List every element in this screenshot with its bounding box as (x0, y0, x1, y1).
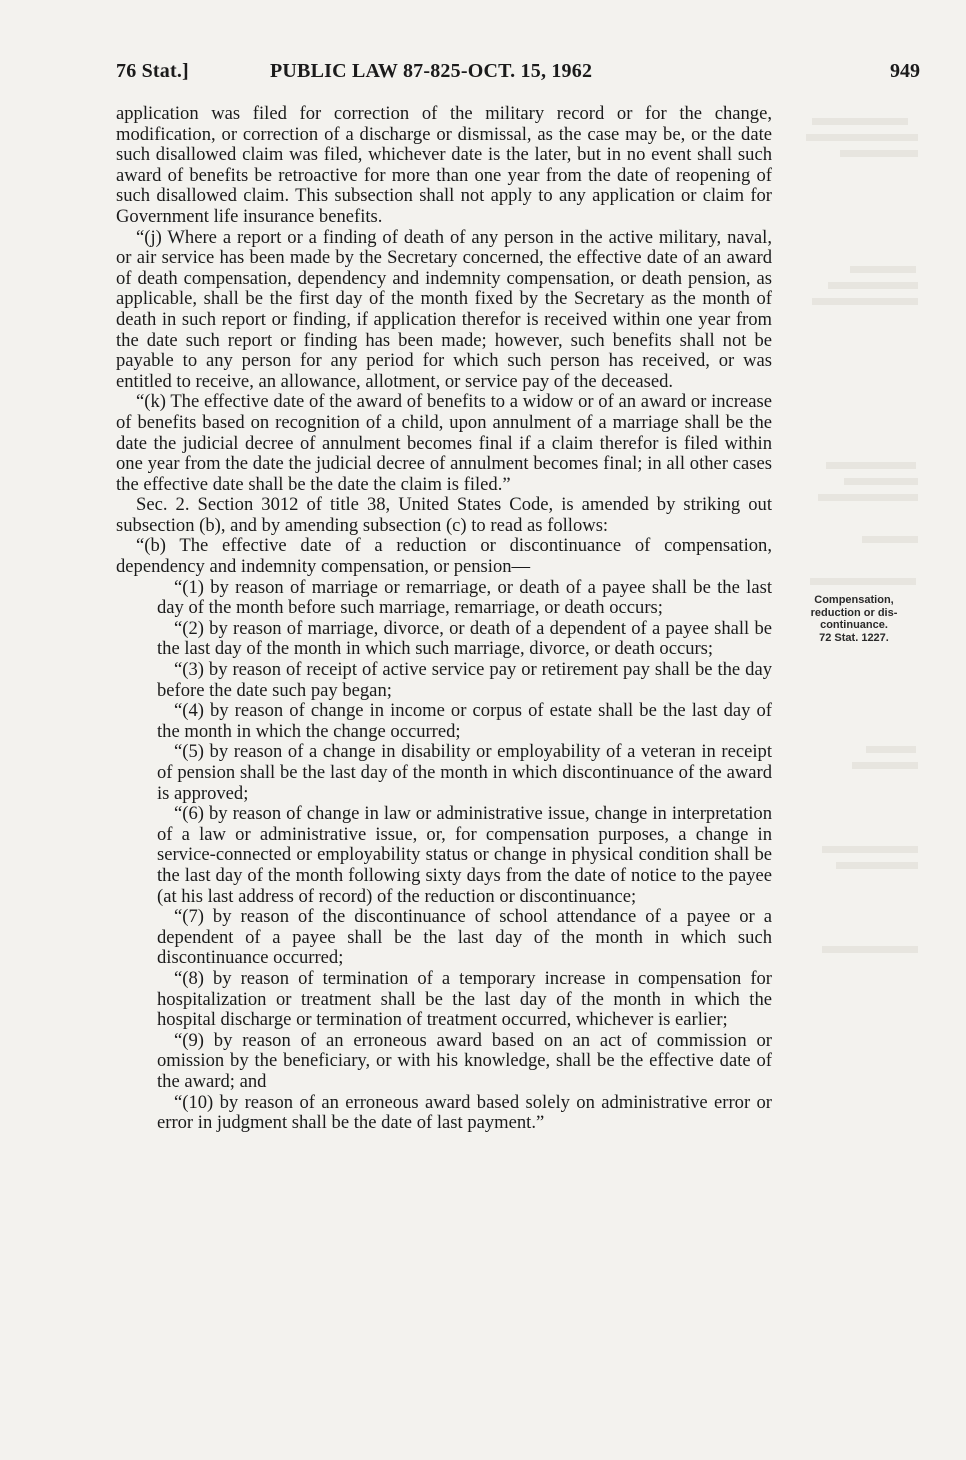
margin-note-compensation (788, 594, 920, 644)
clause-4: “(4) by reason of change in income or corpus of estate shall be the last day of the month in which the change occurred; (157, 700, 772, 742)
show-through-mark (812, 298, 918, 305)
margin-note-line: reduction or dis- (810, 606, 898, 619)
paragraph-continuation: application was filed for correction of the military record or for the change, modification, or correction of a discharge or dismissal, as the case may be, or the date such disallowed claim was filed, whichever date is the later, but in no event shall such award of benefits be retroactive for more than one year from the date of reopening of such disallowed claim. This subsection shall not apply to any application or claim for Government life insurance benefits. (116, 103, 772, 227)
clause-8: “(8) by reason of termination of a temporary increase in compensation for hospitalization or treatment shall be the last day of the month in which the hospital discharge or termination of treatment occurred, whichever is earlier; (157, 967, 772, 1031)
margin-note-line: continuance. (820, 619, 888, 631)
subsection-j: “(j) Where a report or a finding of death of any person in the active military, naval, or air service has been made by the Secretary concerned, the effective date of an award of death compensation, dependency and indemnity compensation, or death pension, as applicable, shall be the first day of the month fixed by the Secretary as the month of death in such report or finding, if application therefor is received within one year from the date such report or finding has been made; however, such benefits shall not be payable to any person for any period for which such person has received, or was entitled to receive, an allowance, allotment, or service pay of the deceased. (116, 226, 772, 392)
clause-3: “(3) by reason of receipt of active service pay or retirement pay shall be the day before the date such pay began; (157, 659, 772, 701)
clause-2: “(2) by reason of marriage, divorce, or death of a dependent of a payee shall be the last day of the month in which such marriage, divorce, or death occurs; (157, 617, 772, 660)
show-through-mark (828, 282, 918, 289)
subsection-k: “(k) The effective date of the award of benefits to a widow or of an award or increase of benefits based on recognition of a child, upon annulment of a marriage shall be the date the judicial decree of annulment becomes final if a claim therefor is filed within one year from the date the judicial decree of annulment becomes final; in all other cases the effective date shall be the date the claim is filed.” (116, 391, 772, 495)
show-through-mark (826, 462, 916, 469)
show-through-mark (836, 862, 918, 869)
show-through-mark (862, 536, 918, 543)
section-2: Sec. 2. Section 3012 of title 38, United States Code, is amended by striking out subsection (b), and by amending subsection (c) to read as follows: (116, 494, 772, 536)
show-through-mark (844, 478, 918, 485)
show-through-mark (822, 946, 918, 953)
clause-7: “(7) by reason of the discontinuance of school attendance of a payee or a dependent of a payee shall be the last day of the month in which such discontinuance occurred; (157, 906, 772, 969)
clause-10: “(10) by reason of an erroneous award based solely on administrative error or error in judgment shall be the date of last payment.” (157, 1091, 772, 1134)
running-header (116, 60, 920, 88)
clause-6: “(6) by reason of change in law or administrative issue, change in interpretation of a law or administrative issue, or, for compensation purposes, a change in service-connected or employability status or change in physical condition shall be the last day of the month following sixty days from the date of notice to the payee (at his last address of record) of the reduction or discontinuance; (157, 803, 772, 907)
header-volume: 76 Stat.] (116, 60, 189, 82)
margin-note-line: Compensation, (814, 594, 894, 606)
show-through-mark (852, 762, 918, 769)
header-title: PUBLIC LAW 87-825-OCT. 15, 1962 (270, 60, 593, 82)
show-through-mark (850, 266, 916, 273)
show-through-mark (810, 578, 916, 585)
clause-5: “(5) by reason of a change in disability or employability of a veteran in receipt of pension shall be the last day of the month in which discontinuance of the award is approved; (157, 741, 772, 804)
page-number: 949 (890, 60, 920, 82)
show-through-mark (866, 746, 916, 753)
margin-note-citation: 72 Stat. 1227. (819, 631, 889, 644)
subsection-b-intro: “(b) The effective date of a reduction or discontinuance of compensation, dependency and indemnity compensation, or pension— (116, 535, 772, 578)
show-through-mark (818, 494, 918, 501)
show-through-mark (812, 118, 908, 125)
show-through-mark (822, 846, 918, 853)
show-through-mark (840, 150, 918, 157)
clause-9: “(9) by reason of an erroneous award based on an act of commission or omission by the beneficiary, or with his knowledge, shall be the effective date of the award; and (157, 1029, 772, 1092)
show-through-mark (806, 134, 918, 141)
clause-1: “(1) by reason of marriage or remarriage, or death of a payee shall be the last day of the month before such marriage, remarriage, or death occurs; (157, 576, 772, 619)
statute-body (116, 104, 772, 1134)
